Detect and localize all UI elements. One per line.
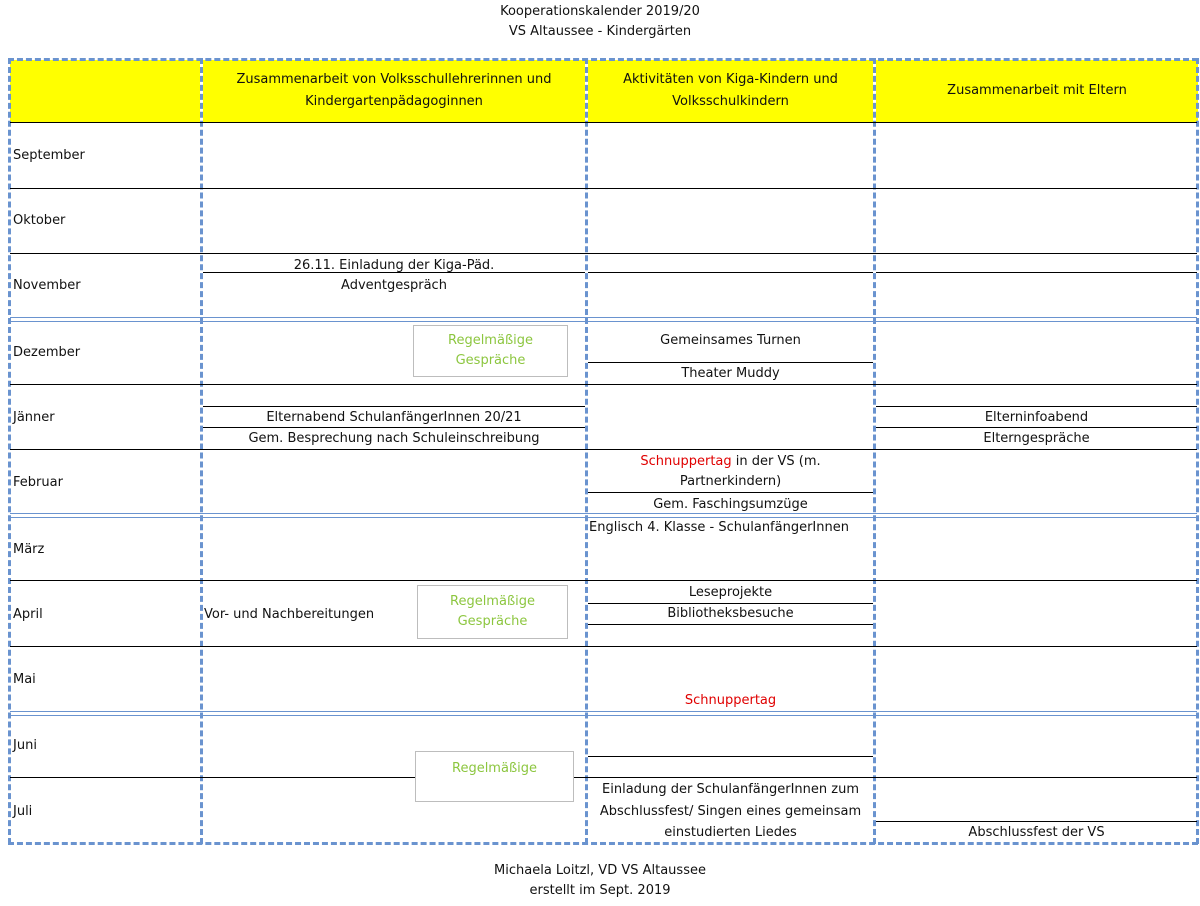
month-label: September [13, 148, 85, 163]
row-line [10, 646, 1197, 647]
cell-text: Theater Muddy [681, 366, 780, 381]
note-line: Gespräche [455, 353, 526, 368]
column-divider-3 [873, 58, 876, 844]
note-line: Regelmäßige [452, 761, 537, 776]
cell-text: Englisch 4. Klasse - SchulanfängerInnen [589, 520, 849, 535]
month-label: Juli [13, 804, 33, 819]
note-box [413, 325, 568, 377]
month-label: Juni [13, 738, 37, 753]
cell-text: Gemeinsames Turnen [660, 333, 801, 348]
cell-text: Einladung der SchulanfängerInnen zum [602, 782, 859, 797]
month-label: März [13, 542, 45, 557]
note-box [415, 751, 574, 802]
row-line [10, 449, 1197, 450]
header-col2-label: Aktivitäten von Kiga-Kindern und Volksschulkindern [623, 72, 838, 109]
cell-text: Partnerkindern) [679, 474, 782, 489]
header-col3-label: Zusammenarbeit mit Eltern [947, 83, 1127, 98]
schnuppertag-highlight: Schnuppertag [640, 454, 732, 469]
header-col1 [203, 60, 585, 122]
cell-text: Gem. Faschingsumzüge [653, 497, 808, 512]
header-col2 [588, 60, 873, 122]
document-subtitle: VS Altaussee - Kindergärten [508, 24, 692, 39]
header-month-cell [10, 60, 200, 122]
table-border-right [1196, 58, 1199, 844]
note-line: Regelmäßige [450, 594, 535, 609]
header-col3 [876, 60, 1198, 122]
cell-text: Gem. Besprechung nach Schuleinschreibung [248, 431, 540, 446]
table-border-top [8, 58, 1198, 61]
month-label: Dezember [13, 345, 81, 360]
cell-text: einstudierten Liedes [664, 825, 797, 840]
cell-text [588, 451, 873, 472]
cell-sub-line [588, 272, 873, 273]
cell-text-rest: in der VS (m. [731, 454, 821, 469]
table-border-left [8, 58, 11, 844]
month-label: April [13, 607, 43, 622]
cell-text: Bibliotheksbesuche [667, 606, 794, 621]
note-box [417, 585, 568, 639]
cell-sub-line [588, 624, 873, 625]
row-line [10, 122, 1197, 123]
cell-text: Elterninfoabend [984, 410, 1089, 425]
cell-sub-line [588, 756, 873, 757]
cell-text: Elternabend SchulanfängerInnen 20/21 [266, 410, 522, 425]
cell-text: 26.11. Einladung der Kiga-Päd. [293, 258, 495, 273]
cell-sub-line [876, 272, 1197, 273]
footer-author: Michaela Loitzl, VD VS Altaussee [494, 863, 706, 878]
month-label: Oktober [13, 213, 66, 228]
column-divider-1 [200, 58, 203, 844]
month-label: Jänner [13, 410, 55, 425]
month-label: Mai [13, 672, 36, 687]
note-line: Gespräche [457, 614, 528, 629]
row-line [10, 580, 1197, 581]
month-label: Februar [13, 475, 63, 490]
cell-text: Adventgespräch [341, 278, 447, 293]
footer-date: erstellt im Sept. 2019 [529, 883, 671, 898]
quarter-divider [10, 317, 1197, 322]
schnuppertag-highlight: Schnuppertag [684, 693, 777, 708]
note-line: Regelmäßige [448, 333, 533, 348]
row-line [10, 384, 1197, 385]
cell-text: Vor- und Nachbereitungen [204, 607, 375, 622]
row-line [10, 777, 1197, 778]
header-col1-label: Zusammenarbeit von Volksschullehrerinnen und Kindergartenpädagoginnen [236, 72, 552, 109]
cell-text: Elterngespräche [983, 431, 1090, 446]
month-label: November [13, 278, 81, 293]
document-title: Kooperationskalender 2019/20 [500, 4, 700, 19]
cell-sub-line [588, 492, 873, 493]
cell-text: Leseprojekte [688, 585, 773, 600]
quarter-divider [10, 711, 1197, 716]
cell-text: Abschlussfest/ Singen eines gemeinsam [599, 804, 862, 819]
row-line [10, 253, 1197, 254]
cell-text: Abschlussfest der VS [968, 825, 1105, 840]
row-line [10, 188, 1197, 189]
